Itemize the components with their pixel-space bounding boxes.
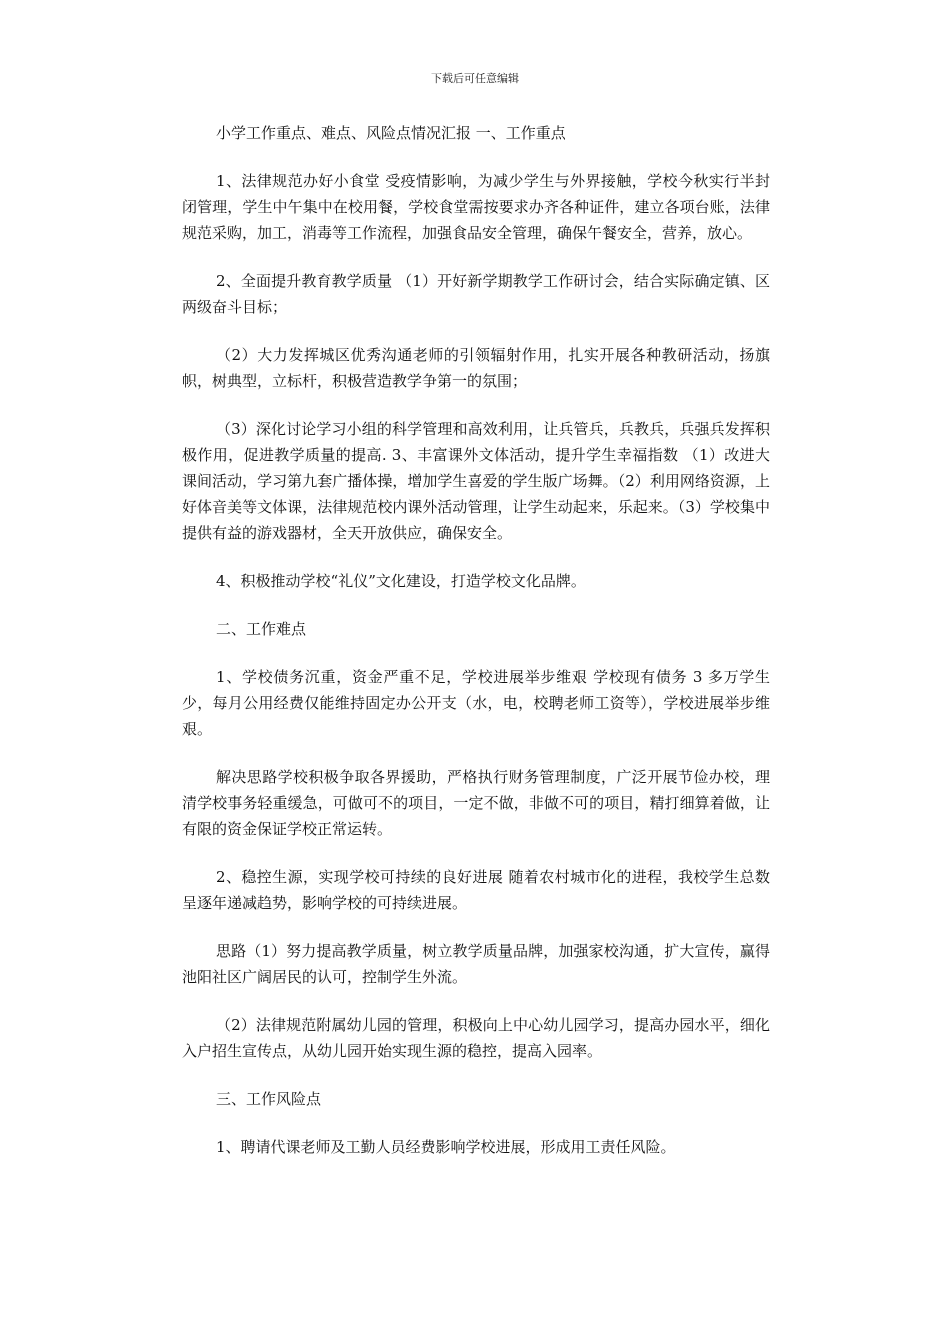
paragraph-risk-1: 1、聘请代课老师及工勤人员经费影响学校进展，形成用工责任风险。 xyxy=(216,1138,676,1156)
paragraph-key-point-2: 2、全面提升教育教学质量 （1）开好新学期教学工作研讨会，结合实际确定镇、区两级奋斗目标； xyxy=(182,272,770,316)
document-body xyxy=(182,120,770,1160)
paragraph-key-point-4: 4、积极推动学校“礼仪”文化建设，打造学校文化品牌。 xyxy=(216,572,586,590)
paragraph-key-point-1: 1、法律规范办好小食堂 受疫情影响，为减少学生与外界接触，学校今秋实行半封闭管理，学生中午集中在校用餐，学校食堂需按要求办齐各种证件，建立各项台账，法律规范采购，加工，消毒等工作流程，加强食品安全管理，确保午餐安全，营养，放心。 xyxy=(182,172,770,242)
paragraph-approach-1: 思路（1）努力提高教学质量，树立教学质量品牌，加强家校沟通，扩大宣传，赢得池阳社区广阔居民的认可，控制学生外流。 xyxy=(182,942,770,986)
document-title: 小学工作重点、难点、风险点情况汇报 一、工作重点 xyxy=(216,124,566,142)
paragraph-key-point-2-sub-3: （3）深化讨论学习小组的科学管理和高效利用，让兵管兵，兵教兵，兵强兵发挥积极作用，促进教学质量的提高. 3、丰富课外文体活动，提升学生幸福指数 （1）改进大课间活动，学习第九套广播体操，增加学生喜爱的学生版广场舞。（2）利用网络资源，上好体音美等文体课，法律规范校内课外活动管理，让学生动起来，乐起来。（3）学校集中提供有益的游戏器材，全天开放供应，确保安全。 xyxy=(182,420,770,542)
paragraph-key-point-2-sub-2: （2）大力发挥城区优秀沟通老师的引领辐射作用，扎实开展各种教研活动，扬旗帜，树典型，立标杆，积极营造教学争第一的氛围； xyxy=(182,346,770,390)
paragraph-difficulty-1: 1、学校债务沉重，资金严重不足，学校进展举步维艰 学校现有债务 3 多万学生少，每月公用经费仅能维持固定办公开支（水，电，校聘老师工资等），学校进展举步维艰。 xyxy=(182,668,770,738)
paragraph-approach-2: （2）法律规范附属幼儿园的管理，积极向上中心幼儿园学习，提高办园水平，细化入户招生宣传点，从幼儿园开始实现生源的稳控，提高入园率。 xyxy=(182,1016,770,1060)
paragraph-difficulty-2: 2、稳控生源，实现学校可持续的良好进展 随着农村城市化的进程，我校学生总数呈逐年递减趋势，影响学校的可持续进展。 xyxy=(182,868,770,912)
section-heading-risks: 三、工作风险点 xyxy=(216,1090,322,1108)
paragraph-solution: 解决思路学校积极争取各界援助，严格执行财务管理制度，广泛开展节俭办校，理清学校事务轻重缓急，可做可不的项目，一定不做，非做不可的项目，精打细算着做，让有限的资金保证学校正常运转。 xyxy=(182,768,770,838)
section-heading-difficulties: 二、工作难点 xyxy=(216,620,307,638)
header-note: 下载后可任意编辑 xyxy=(431,72,519,85)
